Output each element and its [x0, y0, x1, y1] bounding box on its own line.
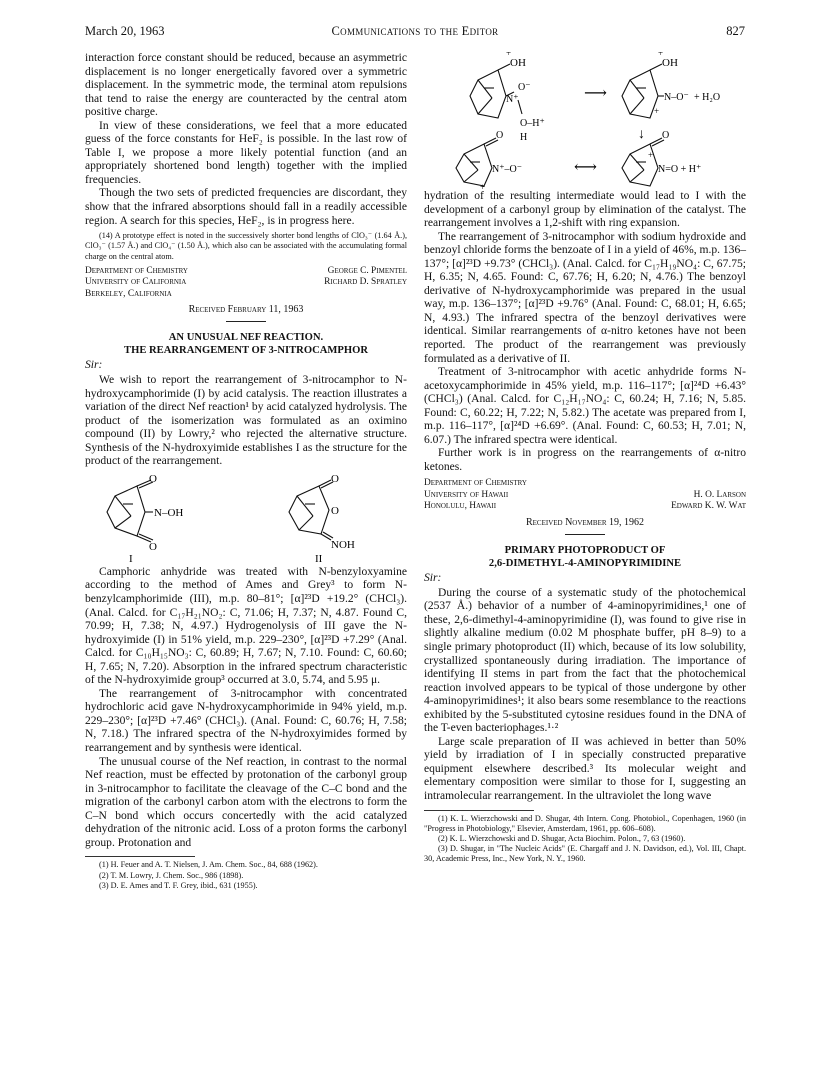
oxygen-label: O: [149, 540, 157, 553]
scheme-label: H: [520, 132, 528, 143]
scheme-label: +: [654, 106, 660, 116]
scheme-label: +: [506, 52, 512, 58]
title-line: 2,6-DIMETHYL-4-AMINOPYRIMIDINE: [488, 557, 682, 569]
reaction-scheme: [424, 52, 746, 190]
scheme-label: N⁺–O⁻: [492, 164, 522, 175]
paragraph: The unusual course of the Nef reaction, in contrast to the normal Nef reaction, must be effected by protonation of the carbonyl group in 3-nitrocamphor to facilitate the cleavage of the C–C bond and the migration of the carbonyl carbon atom with the electrons to form the C–N bond which occurs concertedly with the acid catalyzed dehydration of the nitronic acid. Loss of a proton forms the carbonyl group. Protonation and: [85, 755, 407, 849]
paragraph: In view of these considerations, we feel that a more educated guess of the force constants for HeF₂ is possible. In the last row of Table I, we propose a more likely potential function (and an appropriately shortened bond length) together with the implied frequencies.: [85, 119, 407, 186]
footnote-1: (1) H. Feuer and A. T. Nielsen, J. Am. Chem. Soc., 84, 688 (1962).: [99, 860, 318, 870]
article-title: [424, 545, 746, 570]
resonance-arrow: ⟷: [574, 159, 597, 176]
oxygen-label: O: [331, 473, 339, 485]
structure-II: [289, 480, 333, 540]
scheme-label: N⁺: [506, 94, 519, 105]
page-header: [85, 24, 745, 40]
article-title: [85, 332, 407, 357]
scheme-label: N=O + H⁺: [658, 164, 702, 175]
affiliation-block: [85, 266, 407, 300]
paragraph: Though the two sets of predicted frequencies are discordant, they show that the infrared absorptions should fall in a readily accessible region. A search for this species, HeF₂, is in progress here.: [85, 187, 407, 227]
paragraph: Treatment of 3-nitrocamphor with acetic anhydride forms N-acetoxycamphorimide in 45% yield, m.p. 116–117°; [α]²⁴D +6.43° (CHCl₃) (Anal. Calcd. for C₁₂H₁₇NO₄: C, 60.24; H, 7.16; N, 5.85. Found: C, 60.22; H, 7.22; N, 5.82.) The acetate was prepared from I, m.p. 116–117°, [α]²⁴D +6.69°. (Anal. Found: C, 60.53; H, 7.01; N, 6.07.) The infrared spectra were identical.: [424, 366, 746, 446]
paragraph: interaction force constant should be reduced, because an asymmetric displacement is no longer energetically favored over a symmetric displacement. In the symmetric mode, the terminal atom repulsions that tend to raise the energy are counteracted by the central atom positive charge.: [85, 52, 407, 119]
scheme-label: + H₂O: [694, 92, 721, 103]
received-date: Received February 11, 1963: [188, 303, 304, 315]
affiliation-univ: University of California: [85, 277, 187, 288]
affiliation-city: Honolulu, Hawaii: [424, 501, 497, 512]
scheme-label: +: [480, 182, 486, 190]
scheme-label: N–O⁻: [664, 92, 689, 103]
salutation: Sir:: [85, 359, 103, 372]
scheme-structure-4: [622, 138, 664, 186]
reaction-arrow: ⟶: [584, 85, 607, 102]
scheme-label: +: [658, 52, 664, 58]
divider: [565, 534, 605, 535]
affiliation-dept: Department of Chemistry: [85, 265, 188, 276]
title-line: PRIMARY PHOTOPRODUCT OF: [504, 545, 666, 557]
scheme-structure-1: [470, 64, 522, 118]
structure-I-number: I: [129, 552, 133, 564]
structures-I-II: [85, 474, 407, 564]
scheme-label: O: [496, 130, 504, 141]
scheme-label: OH: [662, 57, 678, 69]
section-title: Communications to the Editor: [331, 24, 499, 38]
affiliation-univ: University of Hawaii: [424, 489, 509, 500]
scheme-label: O: [662, 130, 670, 141]
paragraph: Large scale preparation of II was achieved in better than 50% yield by irradiation of I in specially constructed preparative equipment elsewhere described.³ Its molecular weight and elementary composition were similar to those for I, suggesting an intramolecular rearrangement. In the ultraviolet the long wave: [424, 735, 746, 802]
scheme-label: OH: [510, 57, 526, 69]
scheme-label: +: [648, 150, 654, 160]
oxygen-label: O: [149, 473, 157, 485]
author-name: H. O. Larson: [693, 489, 746, 500]
paragraph: hydration of the resulting intermediate would lead to I with the development of a carbonyl group by elimination of the catalyst. The rearrangement involves a 1,2-shift with ring expansion.: [424, 190, 746, 230]
scheme-label: O–H⁺: [520, 118, 545, 129]
author-name: Edward K. W. Wat: [671, 501, 746, 512]
received-date: Received November 19, 1962: [525, 516, 645, 528]
title-line: AN UNUSUAL NEF REACTION.: [168, 332, 324, 344]
paragraph: Camphoric anhydride was treated with N-benzyloxyamine according to the method of Ames and Grey³ to form N-benzylcamphorimide (III), m.p. 80–81°; [α]²³D +19.2° (CHCl₃). (Anal. Calcd. for C₁₇H₂₁NO₂: C, 71.06; H, 7.37; N, 4.87. Found C, 70.99; H, 7.38; N, 4.97.) Hydrogenolysis of III gave the N-hydroxyimide (I) in 51% yield, m.p. 229–230°, [α]²³D +7.29° (Anal. Calcd. for C₁₀H₁₅NO₃: C, 60.89; H, 7.67; N, 7.10. Found: C, 60.60; H, 7.65; N, 7.20). Absorption in the infrared spectrum characteristic of the N-hydroxyimide group³ occurred at 3.0, 5.74, and 5.95 μ.: [85, 565, 407, 687]
page-number: 827: [726, 24, 745, 38]
footnote-2: (2) K. L. Wierzchowski and D. Shugar, Acta Biochim. Polon., 7, 63 (1960).: [438, 833, 686, 843]
footnote-3: (3) D. E. Ames and T. F. Grey, ibid., 631 (1955).: [99, 880, 258, 890]
title-line: THE REARRANGEMENT OF 3-NITROCAMPHOR: [124, 344, 368, 356]
paragraph: Further work is in progress on the rearrangements of α-nitro ketones.: [424, 447, 746, 473]
paragraph: We wish to report the rearrangement of 3-nitrocamphor to N-hydroxycamphorimide (I) by acid catalysis. The reaction illustrates a variation of the direct Nef reaction¹ by acid catalyzed hydrolysis. The product of the isomerization was formulated as an oximino compound (II) by Lowry,² who rejected the alternative structure. Synthesis of the N-hydroxyimide establishes I as the structure for the product of the rearrangement.: [85, 374, 407, 468]
structure-II-number: II: [315, 552, 323, 564]
affiliation-dept: Department of Chemistry: [424, 478, 527, 489]
footnote-1: (1) K. L. Wierzchowski and D. Shugar, 4th Intern. Cong. Photobiol., Copenhagen, 1960 (in "Progress in Photobiology," Elsevier, Amsterdam, 1961, pp. 606–608).: [424, 813, 746, 833]
footnote-14: (14) A prototype effect is noted in the successively shorter bond lengths of ClO₃⁻ (1.64 Å.), ClO₃⁻ (1.57 Å.) and ClO₄⁻ (1.50 Å.), which also can be associated with the accumulating formal charge on the central atom.: [85, 231, 407, 261]
issue-date: March 20, 1963: [85, 24, 165, 38]
ring-oxygen-label: O: [331, 504, 339, 517]
affiliation-block: [424, 478, 746, 512]
paragraph: During the course of a systematic study of the photochemical (2537 Å.) behavior of a number of 4-aminopyrimidines,¹ one of these, 2,6-dimethyl-4-aminopyrimidine (I), was found to give rise in slightly alkaline medium (0.02 M phosphate buffer, pH 8–9) to a single primary photoproduct (II) which, because of its low solubility, crystallized spontaneously during irradiation. The importance of identifying II stems in part from the fact that the photochemical reaction involved appears to be typical of those undergone by other 4-aminopyrimidines¹; it also bears some resemblance to the reactions exhibited by the 5-substituted cytosine residues found in the DNA of the T-even bacteriophages.¹·²: [424, 586, 746, 735]
scheme-label: O⁻: [518, 82, 531, 93]
scheme-structure-3: [456, 138, 498, 186]
down-arrow: ↓: [638, 127, 645, 142]
noh-label: NOH: [331, 538, 355, 551]
paragraph: The rearrangement of 3-nitrocamphor with concentrated hydrochloric acid gave N-hydroxycamphorimide in 94% yield, m.p. 229–230°; [α]²³D +7.46° (CHCl₃). (Anal. Found: C, 60.76; H, 7.58; N, 7.18.) The infrared spectra of the N-hydroxyimides formed by rearrangement and by synthesis were identical.: [85, 687, 407, 754]
divider: [226, 321, 266, 322]
author-name: Richard D. Spratley: [324, 277, 407, 288]
author-name: George C. Pimentel: [327, 265, 407, 276]
footnote-2: (2) T. M. Lowry, J. Chem. Soc., 986 (1898).: [99, 870, 244, 880]
affiliation-city: Berkeley, California: [85, 288, 172, 299]
structure-I: [107, 480, 153, 542]
right-column: [424, 52, 746, 865]
paragraph: The rearrangement of 3-nitrocamphor with sodium hydroxide and benzoyl chloride forms the benzoate of I in a yield of 46%, m.p. 136–137°; [α]²³D +9.73° (CHCl₃). (Anal. Calcd. for C₁₇H₁₉NO₄: C, 67.75; H, 6.35; N, 4.65. Found: C, 67.76; H, 6.20; N, 4.76.) The benzoyl derivative of N-hydroxycamphorimide was prepared in the usual way, m.p. 136–137°; [α]²³D +9.76° (Anal. Found: C, 68.01; H, 6.65; N, 4.93.) The infrared spectra of the benzoyl derivatives were identical. Similar rearrangements of α-nitro ketones have not been reported. The product of the rearrangement was previously formulated as a derivative of II.: [424, 230, 746, 365]
structure-I-label: N–OH: [154, 506, 184, 519]
left-column: [85, 52, 407, 891]
footnote-3: (3) D. Shugar, in "The Nucleic Acids" (E. Chargaff and J. N. Davidson, ed.), Vol. III, Chapt. 30, Academic Press, Inc., New York, N. Y., 1960.: [424, 844, 746, 864]
salutation: Sir:: [424, 572, 442, 585]
